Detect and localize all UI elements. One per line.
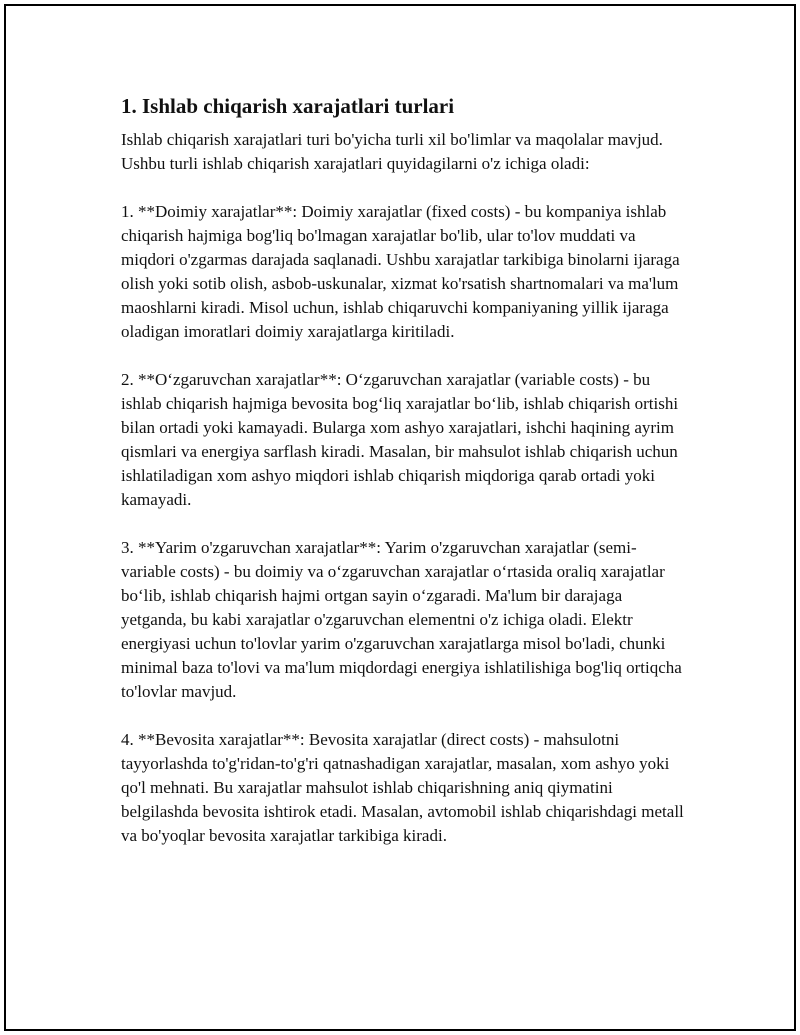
direct-costs-paragraph: 4. **Bevosita xarajatlar**: Bevosita xarajatlar (direct costs) - mahsulotni tayyorlashda to'g'ridan-to'g'ri qatnashadigan xarajatlar, masalan, xom ashyo yoki qo'l mehnati. Bu xarajatlar mahsulot ishlab chiqarishning aniq qiymatini belgilashda bevosita ishtirok etadi. Masalan, avtomobil ishlab chiqarishdagi metall va bo'yoqlar bevosita xarajatlar tarkibiga kiradi. xyxy=(121,730,684,845)
intro-paragraph: Ishlab chiqarish xarajatlari turi bo'yicha turli xil bo'limlar va maqolalar mavjud. Ushbu turli ishlab chiqarish xarajatlari quyidagilarni o'z ichiga oladi: xyxy=(121,130,663,173)
variable-costs-paragraph: 2. **O‘zgaruvchan xarajatlar**: O‘zgaruvchan xarajatlar (variable costs) - bu ishlab chiqarish hajmiga bevosita bog‘liq xarajatlar bo‘lib, ishlab chiqarish ortishi bilan ortadi yoki kamayadi. Bularga xom ashyo xarajatlari, ishchi haqining ayrim qismlari va energiya sarflash kiradi. Masalan, bir mahsulot ishlab chiqarish uchun ishlatiladigan xom ashyo miqdori ishlab chiqarish miqdoriga qarab ortadi yoki kamayadi. xyxy=(121,370,679,509)
document-body xyxy=(121,92,691,872)
fixed-costs-paragraph: 1. **Doimiy xarajatlar**: Doimiy xarajatlar (fixed costs) - bu kompaniya ishlab chiqarish hajmiga bog'liq bo'lmagan xarajatlar bo'lib, ular to'lov muddati va miqdori o'zgarmas darajada saqlanadi. Ushbu xarajatlar tarkibiga binolarni ijaraga olish yoki sotib olish, asbob-uskunalar, xizmat ko'rsatish shartnomalari va ma'lum maoshlarni kiradi. Misol uchun, ishlab chiqaruvchi kompaniyaning yillik ijaraga oladigan imoratlari doimiy xarajatlarga kiritiladi. xyxy=(121,202,680,341)
semi-variable-costs-paragraph: 3. **Yarim o'zgaruvchan xarajatlar**: Yarim o'zgaruvchan xarajatlar (semi-variable costs) - bu doimiy va o‘zgaruvchan xarajatlar o‘rtasida oraliq xarajatlar bo‘lib, ishlab chiqarish hajmi ortgan sayin o‘zgaradi. Ma'lum bir darajaga yetganda, bu kabi xarajatlar o'zgaruvchan elementni o'z ichiga oladi. Elektr energiyasi uchun to'lovlar yarim o'zgaruvchan xarajatlarga misol bo'ladi, chunki minimal baza to'lovi va ma'lum miqdordagi energiya ishlatilishiga bog'liq ortiqcha to'lovlar mavjud. xyxy=(121,538,682,701)
document-title: 1. Ishlab chiqarish xarajatlari turlari xyxy=(121,94,455,118)
document-page xyxy=(4,4,796,1031)
